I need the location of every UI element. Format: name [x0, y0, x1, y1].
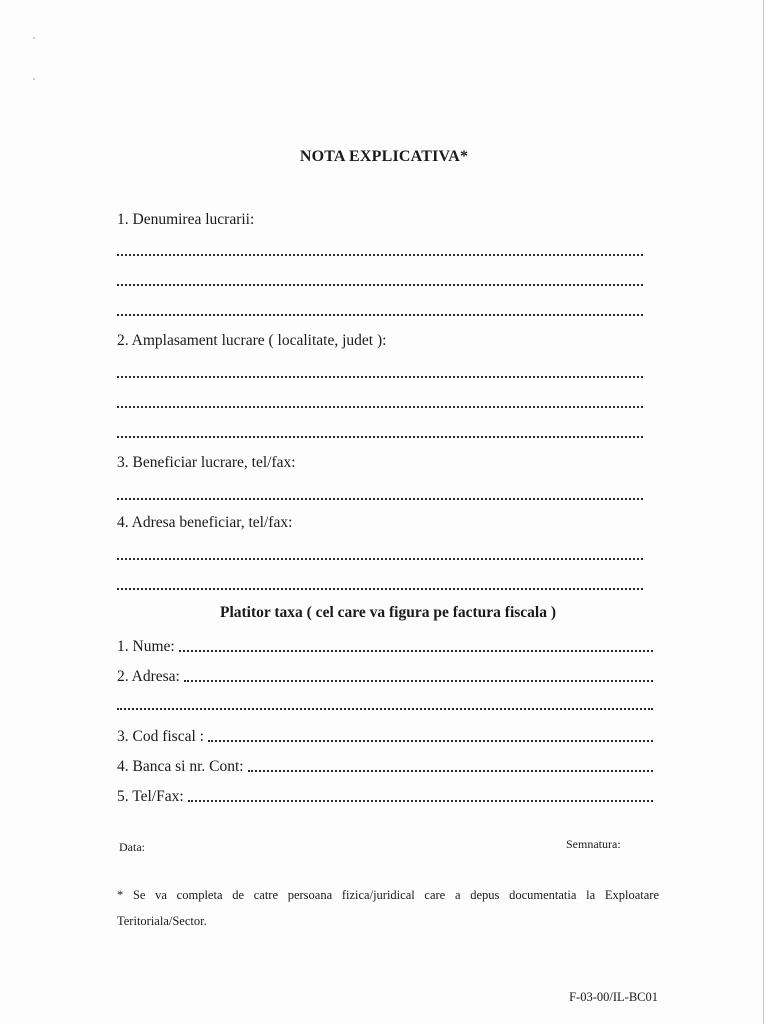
payer-heading: Platitor taxa ( cel care va figura pe factura fiscala )	[219, 604, 557, 621]
payer-name-fill-line[interactable]	[179, 649, 653, 652]
signature-label: Semnatura:	[566, 837, 621, 851]
footnote-text: * Se va completa de catre persoana fizica/juridical care a depus documentatia la Exploatare Teritoriala/Sector.	[117, 888, 659, 928]
payer-address-label: 2. Adresa:	[117, 668, 180, 685]
section-1-fill-line[interactable]	[117, 270, 643, 286]
payer-phone-label: 5. Tel/Fax:	[117, 788, 184, 805]
section-4-fill-line[interactable]	[117, 574, 643, 590]
form-code: F-03-00/IL-BC01	[569, 990, 658, 1004]
payer-bank-field[interactable]	[117, 756, 653, 776]
payer-bank-label: 4. Banca si nr. Cont:	[117, 758, 244, 775]
section-2-fill-line[interactable]	[117, 422, 643, 438]
scan-speck	[33, 78, 35, 80]
section-4-fill-line[interactable]	[117, 544, 643, 560]
section-4-label: 4. Adresa beneficiar, tel/fax:	[117, 514, 293, 531]
section-1-fill-line[interactable]	[117, 300, 643, 316]
section-1-fill-line[interactable]	[117, 240, 643, 256]
payer-address-field[interactable]	[117, 666, 653, 686]
payer-address-fill-line[interactable]	[184, 679, 653, 682]
payer-fiscal-code-field[interactable]	[117, 726, 653, 746]
section-3-label: 3. Beneficiar lucrare, tel/fax:	[117, 454, 296, 471]
section-2-label: 2. Amplasament lucrare ( localitate, judet ):	[117, 332, 387, 349]
payer-fiscal-code-label: 3. Cod fiscal :	[117, 728, 204, 745]
section-2-fill-line[interactable]	[117, 362, 643, 378]
payer-phone-field[interactable]	[117, 786, 653, 806]
payer-bank-fill-line[interactable]	[248, 769, 653, 772]
scan-speck	[33, 37, 35, 39]
section-3-fill-line[interactable]	[117, 484, 643, 500]
payer-fiscal-code-fill-line[interactable]	[208, 739, 653, 742]
payer-phone-fill-line[interactable]	[188, 799, 653, 802]
document-title: NOTA EXPLICATIVA*	[299, 148, 469, 165]
payer-address-fill-line-2[interactable]	[117, 694, 653, 710]
section-1-label: 1. Denumirea lucrarii:	[117, 211, 255, 228]
payer-name-field[interactable]	[117, 636, 653, 656]
section-2-fill-line[interactable]	[117, 392, 643, 408]
date-label: Data:	[119, 840, 145, 854]
payer-name-label: 1. Nume:	[117, 638, 175, 655]
